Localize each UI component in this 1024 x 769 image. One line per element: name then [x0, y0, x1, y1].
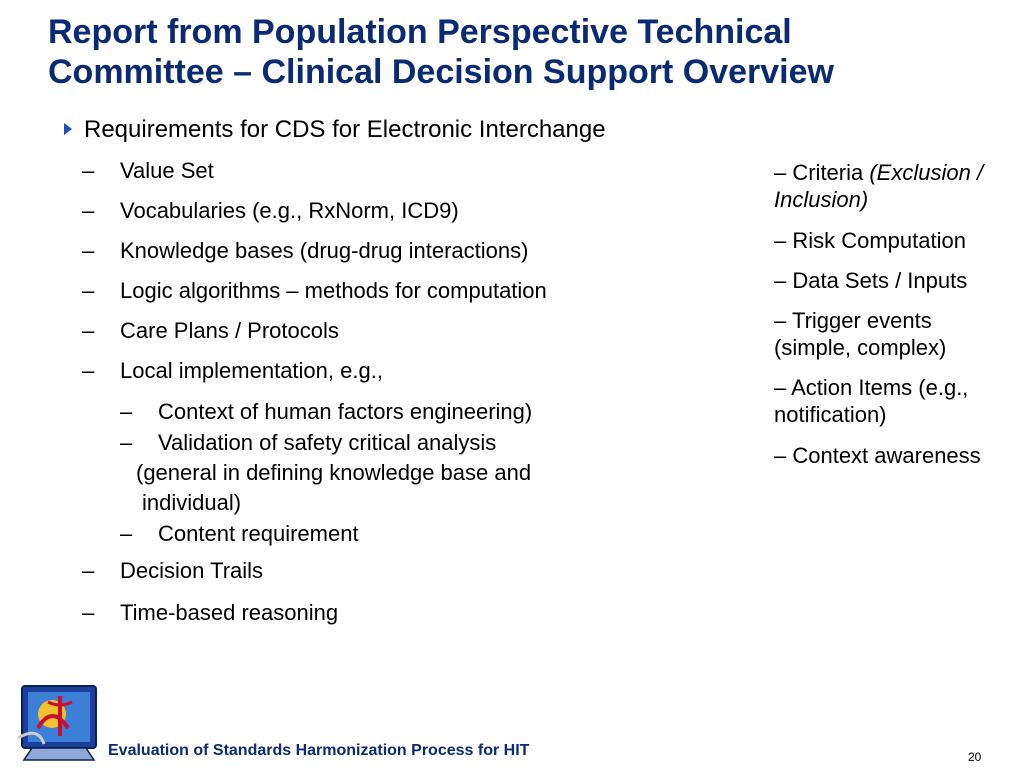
right-item-risk: – Risk Computation — [774, 228, 966, 253]
right-item-criteria: – Criteria (Exclusion / Inclusion) — [774, 160, 984, 212]
sub-list-item-continued: (general in defining knowledge base and — [136, 460, 532, 485]
triangle-bullet-icon — [64, 123, 72, 135]
list-item: – Local implementation, e.g., — [82, 358, 383, 383]
list-item: – Vocabularies (e.g., RxNorm, ICD9) — [82, 198, 459, 223]
list-item: – Value Set — [82, 158, 214, 183]
list-item: – Decision Trails — [82, 558, 264, 583]
main-bullet-text: Requirements for CDS for Electronic Interchange — [84, 116, 606, 143]
slide-title — [48, 12, 1008, 92]
right-item-datasets: – Data Sets / Inputs — [774, 268, 968, 293]
main-bullet — [64, 116, 606, 144]
sub-list-item: – Context of human factors engineering) — [120, 399, 533, 424]
page-number: 20 — [968, 750, 982, 764]
list-item: – Care Plans / Protocols — [82, 318, 339, 343]
right-item-action: – Action Items (e.g., notification) — [774, 375, 969, 427]
sub-list-item: – Content requirement — [120, 521, 359, 546]
right-item-context: – Context awareness — [774, 443, 981, 468]
list-item: – Time-based reasoning — [82, 600, 339, 625]
list-item: – Knowledge bases (drug-drug interactions) — [82, 238, 529, 263]
right-item-trigger: – Trigger events (simple, complex) — [774, 308, 947, 360]
monitor-caduceus-icon — [18, 684, 100, 764]
sub-list-item: – Validation of safety critical analysis — [120, 430, 497, 455]
footer-text: Evaluation of Standards Harmonization Process for HIT — [108, 742, 530, 759]
list-item: – Logic algorithms – methods for computation — [82, 278, 547, 303]
slide-title-line-1: Report from Population Perspective Technical — [48, 13, 792, 51]
slide-title-line-2: Committee – Clinical Decision Support Overview — [48, 53, 834, 91]
sub-list-item-continued: individual) — [142, 490, 242, 515]
